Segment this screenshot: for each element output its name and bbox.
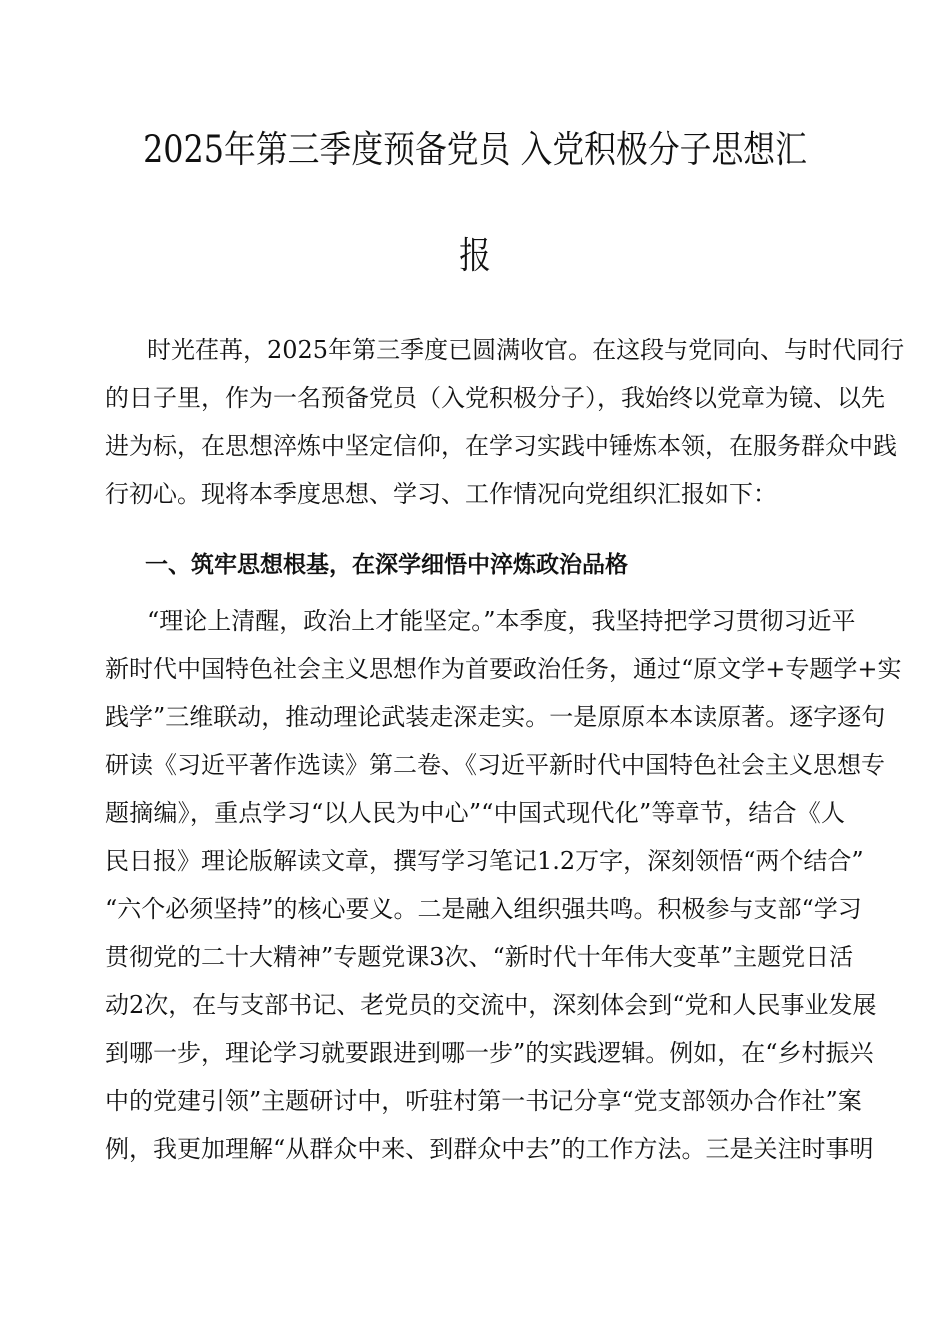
paragraph-2-line-8: 贯彻党的二十大精神”专题党课3次、“新时代十年伟大变革”主题党日活	[105, 943, 854, 971]
paragraph-2-line-3: 践学”三维联动，推动理论武装走深走实。一是原原本本读原著。逐字逐句	[105, 703, 886, 731]
paragraph-2-line-10: 到哪一步，理论学习就要跟进到哪一步”的实践逻辑。例如，在“乡村振兴	[105, 1039, 874, 1067]
paragraph-2-line-12: 例，我更加理解“从群众中来、到群众中去”的工作方法。三是关注时事明	[105, 1135, 874, 1163]
paragraph-1-line-2: 的日子里，作为一名预备党员（入党积极分子），我始终以党章为镜、以先	[105, 384, 885, 412]
document-title-line-2: 报	[459, 234, 491, 277]
paragraph-2-line-1: “理论上清醒，政治上才能坚定。”本季度，我坚持把学习贯彻习近平	[147, 607, 856, 635]
paragraph-1-line-4: 行初心。现将本季度思想、学习、工作情况向党组织汇报如下：	[105, 480, 777, 508]
paragraph-2-line-6: 民日报》理论版解读文章，撰写学习笔记1.2万字，深刻领悟“两个结合”	[105, 847, 864, 875]
paragraph-2-line-4: 研读《习近平著作选读》第二卷、《习近平新时代中国特色社会主义思想专	[105, 751, 885, 779]
paragraph-1-line-1: 时光荏苒，2025年第三季度已圆满收官。在这段与党同向、与时代同行	[147, 336, 905, 364]
paragraph-1-line-3: 进为标，在思想淬炼中坚定信仰，在学习实践中锤炼本领，在服务群众中践	[105, 432, 897, 460]
paragraph-2-line-7: “六个必须坚持”的核心要义。二是融入组织强共鸣。积极参与支部“学习	[105, 895, 862, 923]
paragraph-2-line-5: 题摘编》，重点学习“以人民为中心”“中国式现代化”等章节，结合《人	[105, 799, 845, 827]
paragraph-2-line-9: 动2次，在与支部书记、老党员的交流中，深刻体会到“党和人民事业发展	[105, 991, 877, 1019]
section-heading-1: 一、筑牢思想根基，在深学细悟中淬炼政治品格	[145, 552, 628, 578]
paragraph-2-line-11: 中的党建引领”主题研讨中，听驻村第一书记分享“党支部领办合作社”案	[105, 1087, 862, 1115]
document-title-line-1: 2025年第三季度预备党员 入党积极分子思想汇	[143, 128, 807, 171]
paragraph-2-line-2: 新时代中国特色社会主义思想作为首要政治任务，通过“原文学+专题学+实	[105, 655, 902, 683]
